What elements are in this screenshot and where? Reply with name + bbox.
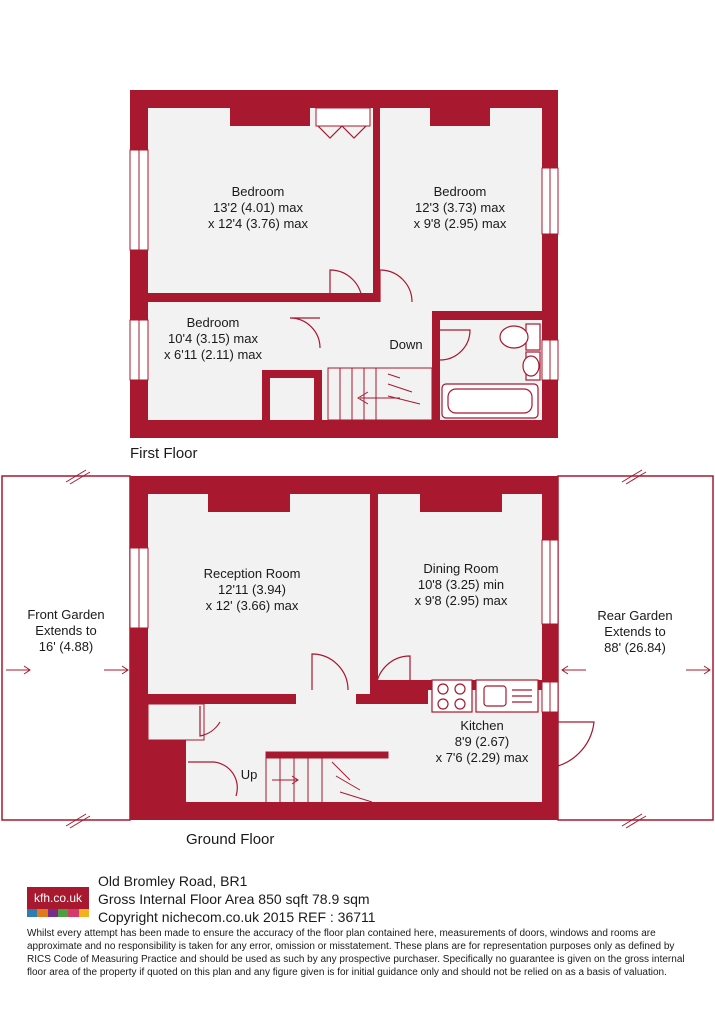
bedroom-2-name: Bedroom xyxy=(433,184,487,199)
bedroom-2-dims-1: 12'3 (3.73) max xyxy=(415,200,505,215)
kitchen-dims-2: x 7'6 (2.29) max xyxy=(435,750,529,765)
first-floor-plan xyxy=(130,90,558,462)
logo-stripes xyxy=(27,909,89,917)
rear-garden-name: Rear Garden xyxy=(597,608,673,623)
logo-stripe xyxy=(79,909,89,917)
stairs-down-label: Down xyxy=(389,337,423,352)
rear-garden-extent-2: 88' (26.84) xyxy=(604,640,666,655)
kfh-logo xyxy=(27,887,89,917)
logo-stripe xyxy=(68,909,78,917)
property-info xyxy=(98,872,376,926)
bedroom-1-name: Bedroom xyxy=(231,184,285,199)
bath-icon xyxy=(442,384,538,418)
dining-room-dims-2: x 9'8 (2.95) max xyxy=(414,593,508,608)
toilet-icon xyxy=(500,324,540,350)
reception-room-dims-1: 12'11 (3.94) xyxy=(217,582,287,597)
logo-stripe xyxy=(27,909,37,917)
hob-icon xyxy=(432,680,472,712)
sink-icon xyxy=(476,680,538,712)
ground-floor-label: Ground Floor xyxy=(186,831,275,848)
rear-garden-extent-1: Extends to xyxy=(604,624,666,639)
dining-room-dims-1: 10'8 (3.25) min xyxy=(417,577,505,592)
floor-area: Gross Internal Floor Area 850 sqft 78.9 sqm xyxy=(98,891,370,907)
bedroom-3-name: Bedroom xyxy=(186,315,240,330)
first-floor-label: First Floor xyxy=(130,445,198,462)
logo-stripe xyxy=(48,909,58,917)
logo-stripe xyxy=(58,909,68,917)
bedroom-1-dims-2: x 12'4 (3.76) max xyxy=(207,216,309,231)
basin-icon xyxy=(523,352,540,380)
bedroom-3-dims-1: 10'4 (3.15) max xyxy=(168,331,258,346)
front-garden-name: Front Garden xyxy=(27,607,105,622)
copyright: Copyright nichecom.co.uk 2015 REF : 36711 xyxy=(98,909,376,925)
kitchen-name: Kitchen xyxy=(460,718,504,733)
bedroom-2-dims-2: x 9'8 (2.95) max xyxy=(413,216,507,231)
disclaimer: Whilst every attempt has been made to ensure the accuracy of the floor plan contained here, measurements of doors, windows and rooms are approximate and no responsibility is taken for any error, omission or misstatement. These plans are for representation purposes only as defined by RICS Code of Measuring Practice and should be used as such by any prospective purchaser. Specifically no guarantee is given on the gross internal floor area of the property if quoted on this plan and any figure given is for initial guidance only and should not be relied on as a basis of valuation. xyxy=(27,928,685,978)
front-garden-extent-2: 16' (4.88) xyxy=(38,639,94,654)
bedroom-3-dims-2: x 6'11 (2.11) max xyxy=(163,347,263,362)
stairs-up-label: Up xyxy=(240,767,258,782)
reception-room-dims-2: x 12' (3.66) max xyxy=(205,598,299,613)
front-garden-extent-1: Extends to xyxy=(35,623,97,638)
logo-stripe xyxy=(37,909,47,917)
address: Old Bromley Road, BR1 xyxy=(98,873,248,889)
reception-room-name: Reception Room xyxy=(203,566,301,581)
bedroom-1-dims-1: 13'2 (4.01) max xyxy=(213,200,303,215)
logo-text: kfh.co.uk xyxy=(27,887,89,909)
ground-floor-plan xyxy=(2,470,713,848)
dining-room-name: Dining Room xyxy=(423,561,499,576)
kitchen-dims-1: 8'9 (2.67) xyxy=(454,734,510,749)
